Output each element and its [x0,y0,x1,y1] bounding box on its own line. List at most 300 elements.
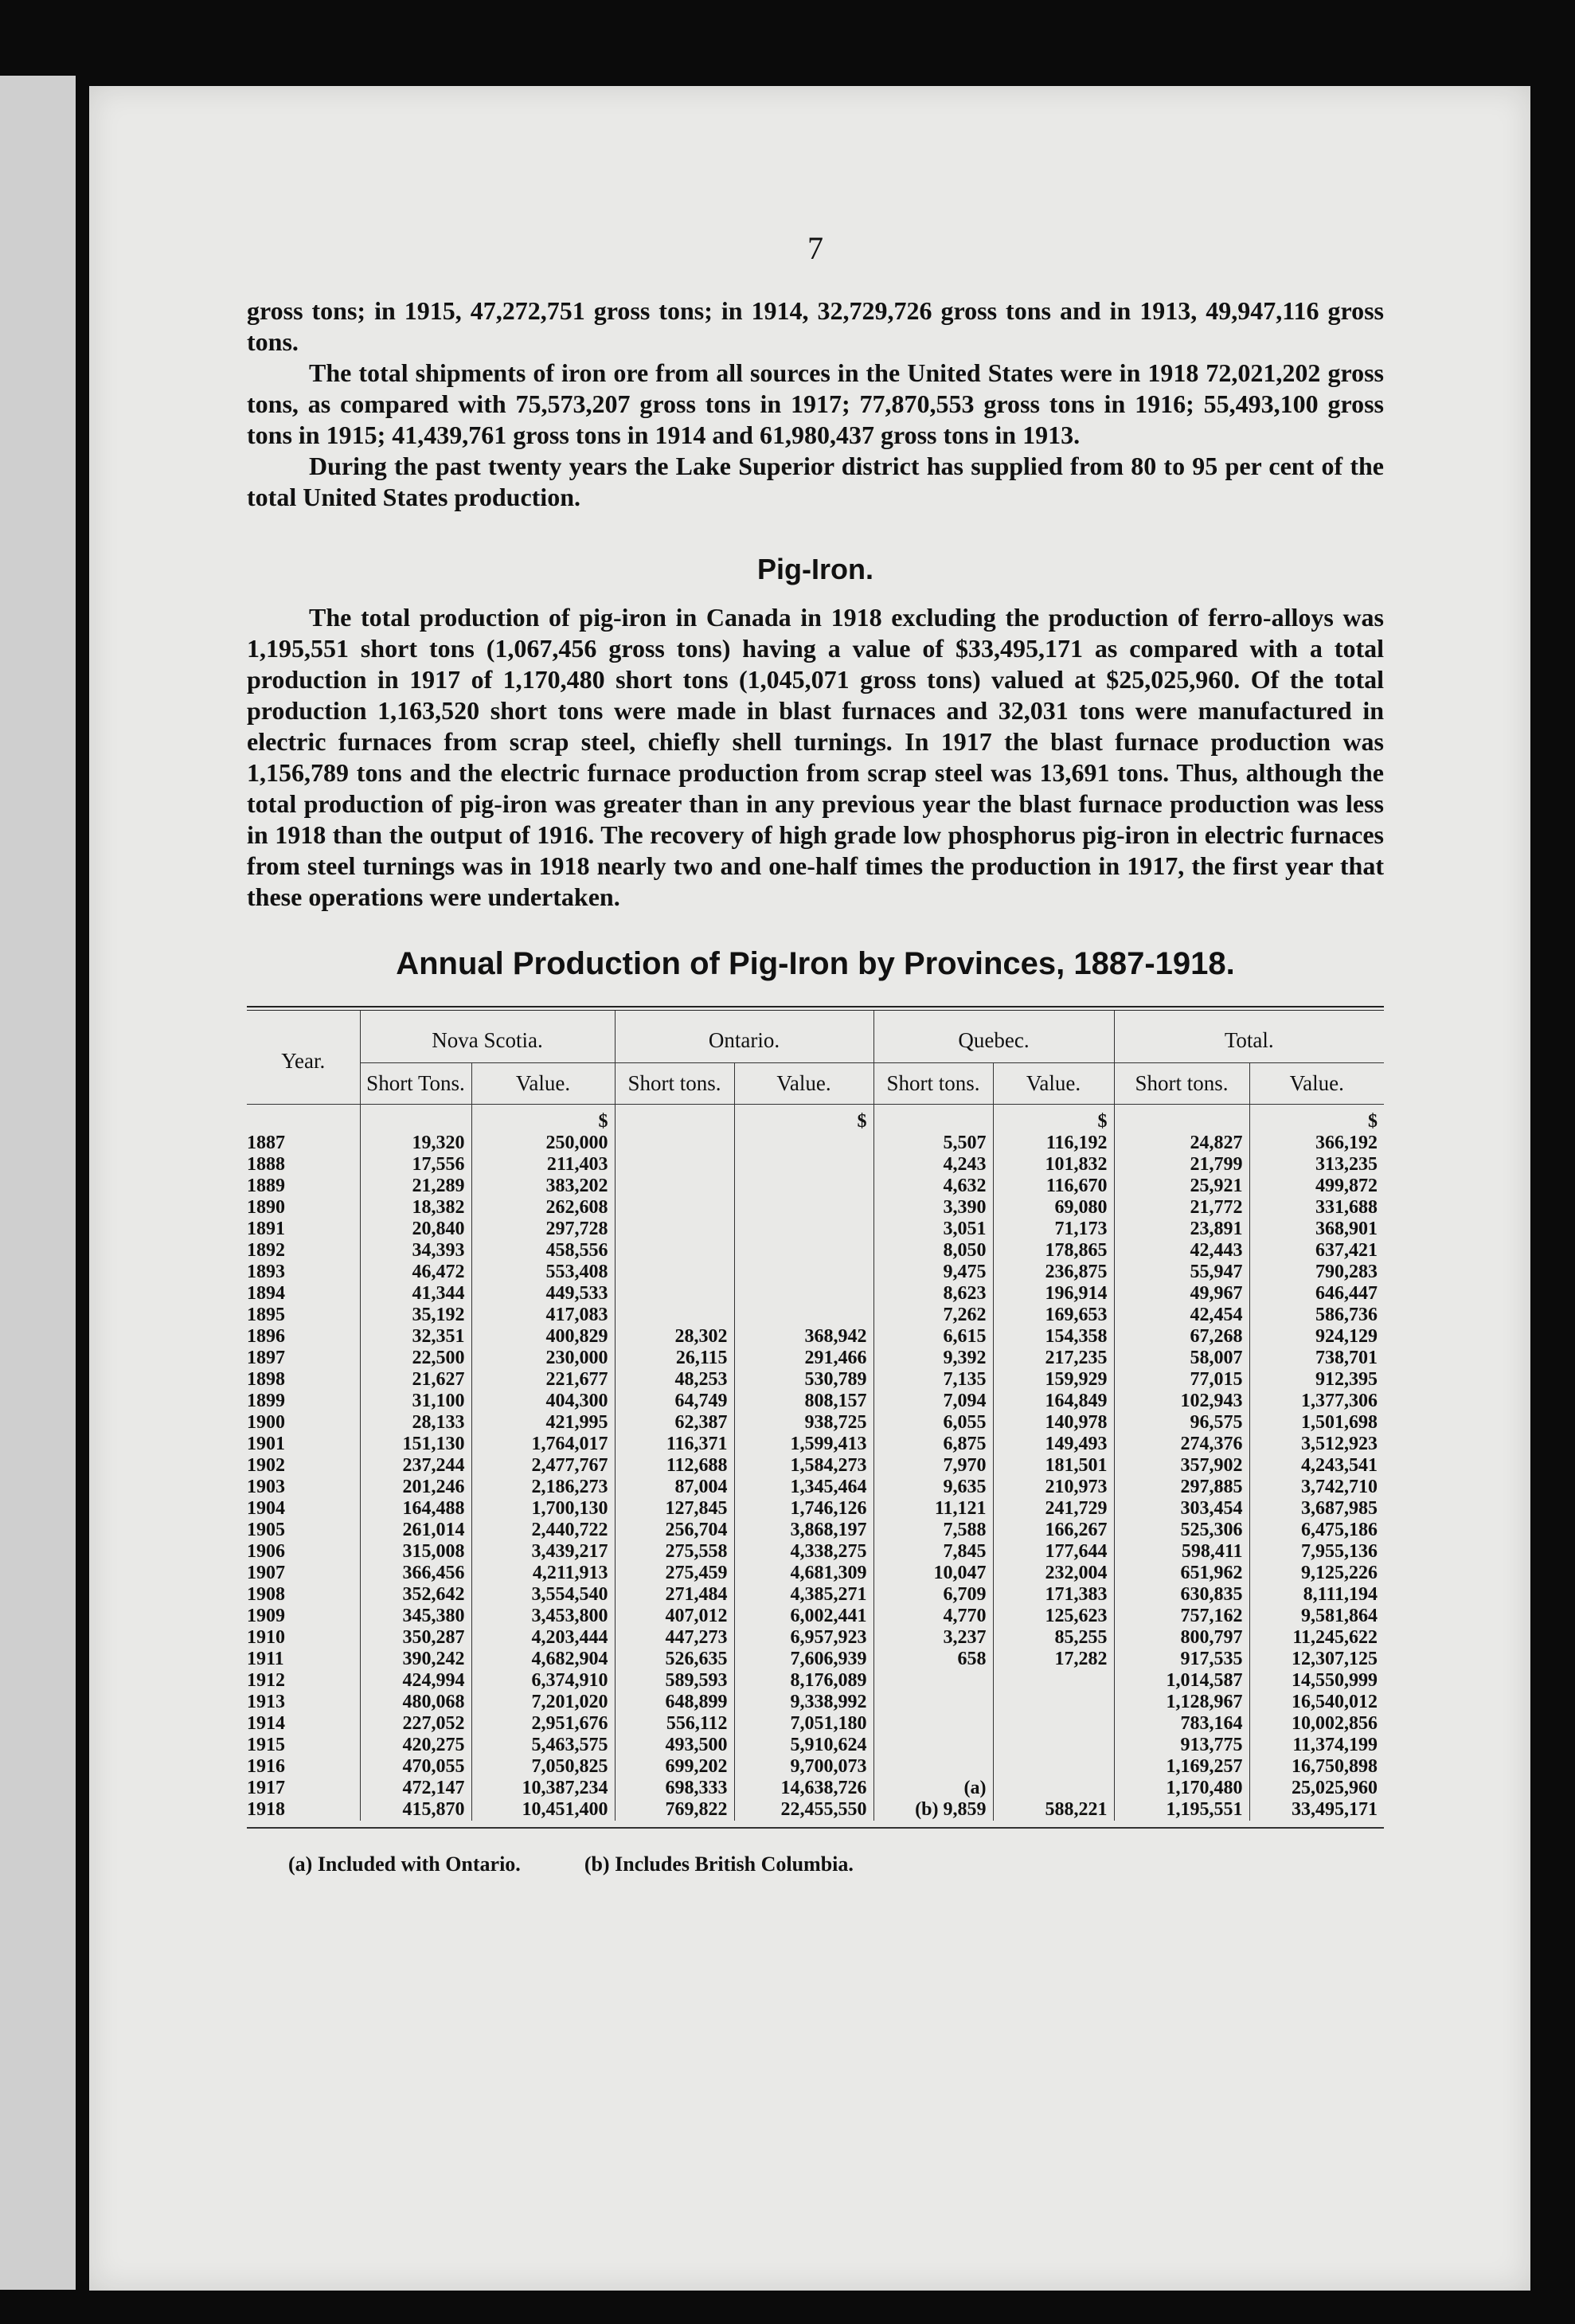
table-row [247,1778,1384,1799]
table-cell [734,1283,873,1305]
table-body [247,1105,1384,1821]
row-year-cell: 1911 [247,1649,284,1669]
table-cell: 48,253 [615,1369,734,1391]
footnote-b: (b) Includes British Columbia. [584,1853,854,1876]
row-year-cell: 1916 [247,1756,285,1777]
table-row [247,1326,1384,1348]
subheader-on-tons: Short tons. [615,1063,734,1105]
table-cell [615,1197,734,1219]
row-year-cell: 1918 [247,1799,285,1820]
footnotes [247,1853,1384,1876]
table-cell: 9,581,864 [1249,1606,1384,1627]
table-cell [615,1240,734,1262]
row-year-cell: 1915 [247,1735,285,1755]
table-cell: 400,829 [471,1326,615,1348]
table-cell: 274,376 [1114,1434,1249,1455]
table-cell: 368,942 [734,1326,873,1348]
table-row [247,1670,1384,1692]
table-cell: 1,128,967 [1114,1692,1249,1713]
row-year-cell: 1888 [247,1154,285,1175]
unit-mark: $ [734,1105,873,1133]
row-year-cell: 1914 [247,1713,285,1734]
table-cell: 658 [873,1649,993,1670]
table-cell: 261,014 [360,1520,471,1541]
table-cell: 275,558 [615,1541,734,1563]
page-content [247,229,1384,1876]
table-cell: 303,454 [1114,1498,1249,1520]
table-cell: 55,947 [1114,1262,1249,1283]
table-cell [993,1735,1114,1756]
table-cell: 71,173 [993,1219,1114,1240]
table-cell: 127,845 [615,1498,734,1520]
table-cell: 8,111,194 [1249,1584,1384,1606]
table-cell: 530,789 [734,1369,873,1391]
table-cell: 42,443 [1114,1240,1249,1262]
table-row [247,1348,1384,1369]
table-cell [615,1154,734,1176]
row-year-cell: 1917 [247,1778,285,1798]
row-year-cell: 1889 [247,1176,285,1196]
row-year-cell: 1893 [247,1262,285,1282]
table-cell: 6,002,441 [734,1606,873,1627]
table-cell: 9,125,226 [1249,1563,1384,1584]
table-cell: 472,147 [360,1778,471,1799]
table-row [247,1713,1384,1735]
table-cell: 350,287 [360,1627,471,1649]
table-cell: 101,832 [993,1154,1114,1176]
table-row [247,1455,1384,1477]
table-cell: 8,050 [873,1240,993,1262]
table-cell: 11,245,622 [1249,1627,1384,1649]
table-cell: 211,403 [471,1154,615,1176]
table-cell: 3,439,217 [471,1541,615,1563]
table-cell: 125,623 [993,1606,1114,1627]
table-cell: 164,488 [360,1498,471,1520]
table-cell: 3,512,923 [1249,1434,1384,1455]
table-cell: 25,025,960 [1249,1778,1384,1799]
table-cell: 67,268 [1114,1326,1249,1348]
table-cell: 7,094 [873,1391,993,1412]
table-cell: 6,615 [873,1326,993,1348]
table-cell: 25,921 [1114,1176,1249,1197]
table-cell: 598,411 [1114,1541,1249,1563]
row-year-cell: 1899 [247,1391,285,1411]
group-header-total: Total. [1114,1011,1384,1063]
table-cell [873,1756,993,1778]
row-year-cell: 1895 [247,1305,285,1325]
table-cell: 140,978 [993,1412,1114,1434]
table-cell: 201,246 [360,1477,471,1498]
table-row [247,1283,1384,1305]
table-cell: 297,728 [471,1219,615,1240]
row-year-cell: 1905 [247,1520,285,1540]
table-cell: 18,382 [360,1197,471,1219]
table-cell: 331,688 [1249,1197,1384,1219]
table-cell: 553,408 [471,1262,615,1283]
table-cell: 1,700,130 [471,1498,615,1520]
intro-paragraph-3: During the past twenty years the Lake Superior district has supplied from 80 to 95 per cent of the total United States production. [247,452,1384,511]
table-cell: 3,390 [873,1197,993,1219]
table-cell: 7,201,020 [471,1692,615,1713]
table-row [247,1541,1384,1563]
table-cell [873,1735,993,1756]
table-cell [734,1262,873,1283]
table-cell: 415,870 [360,1799,471,1821]
table-cell: 588,221 [993,1799,1114,1821]
table-cell: 447,273 [615,1627,734,1649]
table-cell: 23,891 [1114,1219,1249,1240]
table-row [247,1369,1384,1391]
table-cell: 28,302 [615,1326,734,1348]
table-cell: 9,338,992 [734,1692,873,1713]
table-row [247,1735,1384,1756]
row-year-cell: 1892 [247,1240,285,1261]
table-cell: 16,750,898 [1249,1756,1384,1778]
table-cell: 16,540,012 [1249,1692,1384,1713]
row-year-cell: 1897 [247,1348,285,1368]
table-cell: 8,623 [873,1283,993,1305]
table-cell: 913,775 [1114,1735,1249,1756]
table-cell: 6,475,186 [1249,1520,1384,1541]
row-year-cell: 1903 [247,1477,285,1497]
table-cell: 417,083 [471,1305,615,1326]
table-cell: 2,477,767 [471,1455,615,1477]
table-cell: 586,736 [1249,1305,1384,1326]
table-row [247,1219,1384,1240]
table-cell: 3,237 [873,1627,993,1649]
table-cell: 357,902 [1114,1455,1249,1477]
intro-paragraph-2: The total shipments of iron ore from all sources in the United States were in 1918 72,021,202 gross tons, as compared with 75,573,207 gross tons in 1917; 77,870,553 gross tons in 1916; 55,493,100 gross tons in 1915; 41,439,761 gross tons in 1914 and 61,980,437 gross tons in 1913. [247,358,1384,449]
table-cell: 738,701 [1249,1348,1384,1369]
table-cell: 7,970 [873,1455,993,1477]
table-cell: 41,344 [360,1283,471,1305]
section-paragraph: The total production of pig-iron in Canada in 1918 excluding the production of ferro-alloys was 1,195,551 short tons (1,067,456 gross tons) having a value of $33,495,171 as compared with a total production in 1917 of 1,170,480 short tons (1,045,071 gross tons) valued at $25,025,960. Of the total production 1,163,520 short tons were made in blast furnaces and 32,031 tons were manufactured in electric furnaces from scrap steel, chiefly shell turnings. In 1917 the blast furnace production was 1,156,789 tons and the electric furnace production from scrap steel was 13,691 tons. Thus, although the total production of pig-iron was greater than in any previous year the blast furnace production was less in 1918 than the output of 1916. The recovery of high grade low phosphorus pig-iron in electric furnaces from steel turnings was in 1918 nearly two and one-half times the production in 1917, the first year that these operations were undertaken. [247,603,1384,911]
table-row [247,1756,1384,1778]
table-cell: 4,632 [873,1176,993,1197]
table-cell [873,1670,993,1692]
table-cell: 14,550,999 [1249,1670,1384,1692]
table-row [247,1498,1384,1520]
subheader-ns-tons: Short Tons. [360,1063,471,1105]
table-cell: 7,955,136 [1249,1541,1384,1563]
table-cell: (b) 9,859 [873,1799,993,1821]
table-cell: 21,799 [1114,1154,1249,1176]
table-cell: 9,392 [873,1348,993,1369]
table-cell: 493,500 [615,1735,734,1756]
table-cell: 275,459 [615,1563,734,1584]
table-cell: 783,164 [1114,1713,1249,1735]
table-cell: 169,653 [993,1305,1114,1326]
table-cell: 1,501,698 [1249,1412,1384,1434]
table-cell [993,1670,1114,1692]
table-cell: 96,575 [1114,1412,1249,1434]
table-cell: 171,383 [993,1584,1114,1606]
table-row [247,1154,1384,1176]
table-row [247,1391,1384,1412]
table-cell: 154,358 [993,1326,1114,1348]
table-cell: 366,192 [1249,1133,1384,1154]
section-heading: Pig-Iron. [757,553,873,585]
table-cell: 470,055 [360,1756,471,1778]
table-cell: 7,845 [873,1541,993,1563]
table-cell: 699,202 [615,1756,734,1778]
row-year-cell: 1908 [247,1584,285,1605]
table-cell: 6,875 [873,1434,993,1455]
table-cell: 352,642 [360,1584,471,1606]
table-row [247,1434,1384,1455]
table-cell: 236,875 [993,1262,1114,1283]
table-cell: 4,338,275 [734,1541,873,1563]
table-row [247,1133,1384,1154]
table-cell: 28,133 [360,1412,471,1434]
table-cell: 480,068 [360,1692,471,1713]
unit-row [247,1105,1384,1133]
table-cell: 556,112 [615,1713,734,1735]
table-row [247,1563,1384,1584]
table-cell: 1,170,480 [1114,1778,1249,1799]
table-cell [615,1283,734,1305]
row-year-cell: 1887 [247,1133,285,1153]
table-cell: 11,374,199 [1249,1735,1384,1756]
table-cell: 178,865 [993,1240,1114,1262]
table-cell: 151,130 [360,1434,471,1455]
row-year-cell: 1913 [247,1692,285,1712]
unit-mark [1114,1105,1249,1133]
table-cell: 181,501 [993,1455,1114,1477]
table-cell [734,1240,873,1262]
table-row [247,1692,1384,1713]
table-cell [873,1713,993,1735]
table-cell: 368,901 [1249,1219,1384,1240]
table-cell: 5,910,624 [734,1735,873,1756]
table-cell: 3,742,710 [1249,1477,1384,1498]
table-row [247,1412,1384,1434]
table-cell: 3,868,197 [734,1520,873,1541]
table-row [247,1649,1384,1670]
table-cell: 424,994 [360,1670,471,1692]
table-cell: 757,162 [1114,1606,1249,1627]
table-cell: 11,121 [873,1498,993,1520]
table-cell: 938,725 [734,1412,873,1434]
row-year-cell: 1891 [247,1219,285,1239]
table-cell: 164,849 [993,1391,1114,1412]
table-cell: 390,242 [360,1649,471,1670]
table-cell: 313,235 [1249,1154,1384,1176]
table-cell: 21,772 [1114,1197,1249,1219]
table-cell: 3,554,540 [471,1584,615,1606]
table-cell: 1,345,464 [734,1477,873,1498]
table-cell: 1,599,413 [734,1434,873,1455]
table-cell: 6,055 [873,1412,993,1434]
table-row [247,1520,1384,1541]
table-cell: 345,380 [360,1606,471,1627]
page-number: 7 [807,230,823,266]
table-cell: 22,455,550 [734,1799,873,1821]
year-header: Year. [247,1011,360,1105]
table-cell: 2,186,273 [471,1477,615,1498]
table-cell: 85,255 [993,1627,1114,1649]
table-cell: 241,729 [993,1498,1114,1520]
table-cell [993,1692,1114,1713]
table-cell: 458,556 [471,1240,615,1262]
subheader-total-value: Value. [1249,1063,1384,1105]
table-cell: 9,700,073 [734,1756,873,1778]
table-cell: 35,192 [360,1305,471,1326]
table-cell: 5,463,575 [471,1735,615,1756]
footnote-a: (a) Included with Ontario. [288,1853,521,1876]
table-cell: 32,351 [360,1326,471,1348]
table-cell: 12,307,125 [1249,1649,1384,1670]
table-cell: 790,283 [1249,1262,1384,1283]
table-cell [734,1305,873,1326]
table-title: Annual Production of Pig-Iron by Provinces, 1887-1918. [396,946,1235,981]
table-cell: 7,051,180 [734,1713,873,1735]
row-year-cell: 1907 [247,1563,285,1583]
table-cell: 5,507 [873,1133,993,1154]
table-cell: 31,100 [360,1391,471,1412]
table-row [247,1240,1384,1262]
table-cell: 315,008 [360,1541,471,1563]
table-bottom-rule [247,1827,1384,1829]
table-cell: 3,453,800 [471,1606,615,1627]
table-cell [873,1692,993,1713]
table-cell: 698,333 [615,1778,734,1799]
subheader-total-tons: Short tons. [1114,1063,1249,1105]
table-cell: 630,835 [1114,1584,1249,1606]
table-cell: 262,608 [471,1197,615,1219]
row-year-cell: 1898 [247,1369,285,1390]
table-cell: 77,015 [1114,1369,1249,1391]
table-cell: 10,047 [873,1563,993,1584]
table-cell [615,1133,734,1154]
table-cell: 58,007 [1114,1348,1249,1369]
table-cell: 17,282 [993,1649,1114,1670]
table-cell: 177,644 [993,1541,1114,1563]
table-cell: 4,682,904 [471,1649,615,1670]
table-cell: 917,535 [1114,1649,1249,1670]
table-cell [734,1219,873,1240]
table-cell [615,1305,734,1326]
table-cell [734,1133,873,1154]
table-row [247,1305,1384,1326]
table-cell: 19,320 [360,1133,471,1154]
table-cell: 166,267 [993,1520,1114,1541]
table-cell: 648,899 [615,1692,734,1713]
unit-mark [615,1105,734,1133]
table-cell [615,1219,734,1240]
table-cell: 7,262 [873,1305,993,1326]
table-cell: 4,203,444 [471,1627,615,1649]
table-cell: 116,371 [615,1434,734,1455]
table-row [247,1477,1384,1498]
table-cell: 14,638,726 [734,1778,873,1799]
table-cell: 800,797 [1114,1627,1249,1649]
table-cell: 526,635 [615,1649,734,1670]
table-cell: 210,973 [993,1477,1114,1498]
table-cell: 499,872 [1249,1176,1384,1197]
table-row [247,1176,1384,1197]
table-cell [615,1176,734,1197]
table-cell: 112,688 [615,1455,734,1477]
table-cell: 102,943 [1114,1391,1249,1412]
table-cell: 230,000 [471,1348,615,1369]
table-cell: 4,681,309 [734,1563,873,1584]
table-cell: 22,500 [360,1348,471,1369]
row-year-cell: 1910 [247,1627,285,1648]
table-cell: 1,169,257 [1114,1756,1249,1778]
row-year-cell: 1909 [247,1606,285,1626]
table-cell: 17,556 [360,1154,471,1176]
table-cell: 6,957,923 [734,1627,873,1649]
table-cell: 407,012 [615,1606,734,1627]
table-cell: 8,176,089 [734,1670,873,1692]
table-cell: 1,377,306 [1249,1391,1384,1412]
table-cell: 7,050,825 [471,1756,615,1778]
table-cell: 7,135 [873,1369,993,1391]
table-row [247,1262,1384,1283]
table-cell: 271,484 [615,1584,734,1606]
table-cell: 20,840 [360,1219,471,1240]
table-cell [734,1197,873,1219]
table-cell: 1,195,551 [1114,1799,1249,1821]
table-row [247,1584,1384,1606]
table-cell: 3,687,985 [1249,1498,1384,1520]
table-cell: 116,670 [993,1176,1114,1197]
table-cell: 64,749 [615,1391,734,1412]
table-cell: 366,456 [360,1563,471,1584]
table-cell: 46,472 [360,1262,471,1283]
unit-mark: $ [471,1105,615,1133]
row-year-cell: 1906 [247,1541,285,1562]
group-header-ontario: Ontario. [615,1011,873,1063]
table-cell: 912,395 [1249,1369,1384,1391]
table-cell: 420,275 [360,1735,471,1756]
table-cell: 250,000 [471,1133,615,1154]
table-cell: 769,822 [615,1799,734,1821]
table-cell: 9,475 [873,1262,993,1283]
table-cell: 297,885 [1114,1477,1249,1498]
table-cell: 69,080 [993,1197,1114,1219]
table-cell: 26,115 [615,1348,734,1369]
table-cell: 7,588 [873,1520,993,1541]
table-cell: 159,929 [993,1369,1114,1391]
row-year-cell: 1900 [247,1412,285,1433]
production-table [247,1011,1384,1821]
row-year-cell: 1894 [247,1283,285,1304]
table-cell: 24,827 [1114,1133,1249,1154]
table-cell: 221,677 [471,1369,615,1391]
table-cell: 10,451,400 [471,1799,615,1821]
table-cell: 2,951,676 [471,1713,615,1735]
table-cell: 1,584,273 [734,1455,873,1477]
row-year-cell: 1912 [247,1670,285,1691]
table-cell [993,1756,1114,1778]
table-cell: 383,202 [471,1176,615,1197]
document-page [89,86,1530,2291]
table-cell: 4,243,541 [1249,1455,1384,1477]
subheader-qc-value: Value. [993,1063,1114,1105]
table-cell: 646,447 [1249,1283,1384,1305]
table-cell [615,1262,734,1283]
table-cell: 924,129 [1249,1326,1384,1348]
unit-mark: $ [1249,1105,1384,1133]
table-cell: 42,454 [1114,1305,1249,1326]
table-cell [993,1713,1114,1735]
table-cell: 21,289 [360,1176,471,1197]
table-cell: 808,157 [734,1391,873,1412]
table-cell [993,1778,1114,1799]
table-cell: 4,770 [873,1606,993,1627]
